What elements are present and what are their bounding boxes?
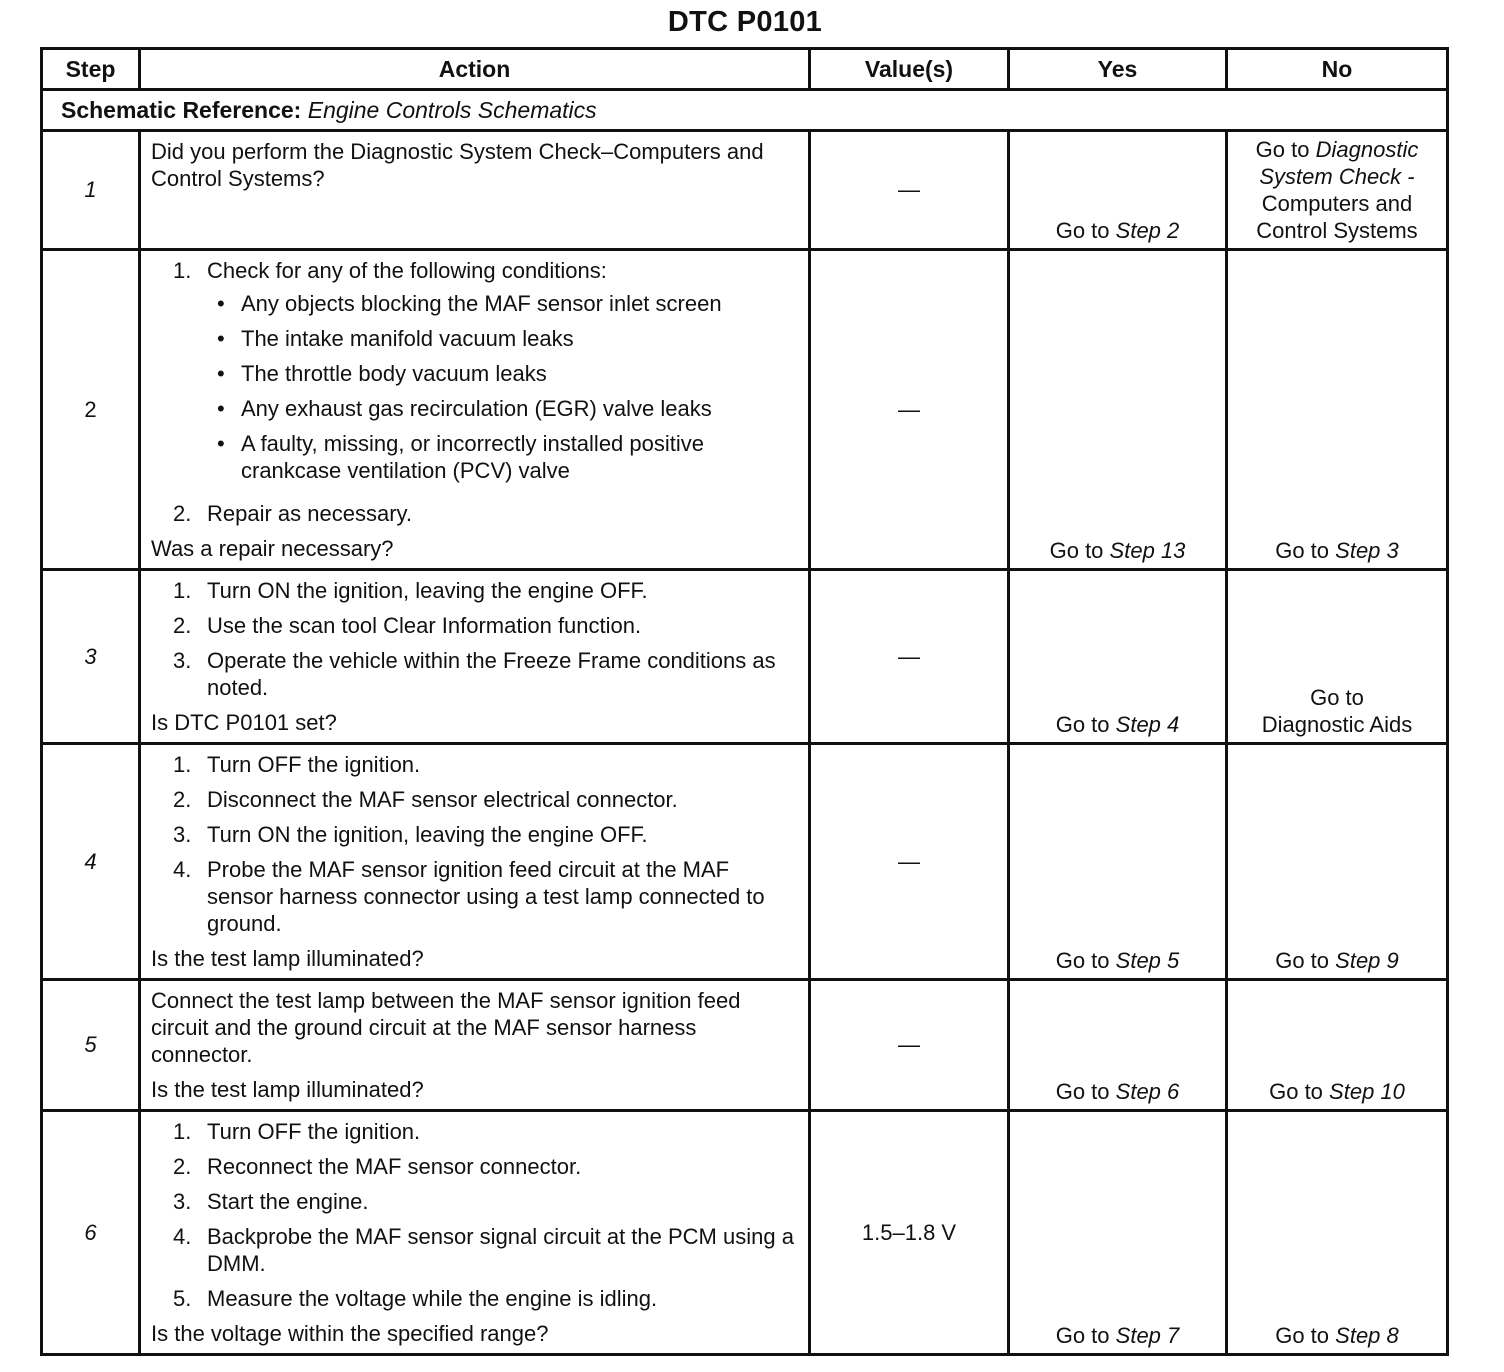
- list-item: 3. Start the engine.: [173, 1189, 369, 1214]
- yes-step-link[interactable]: Step 4: [1115, 712, 1180, 737]
- table-row: [42, 131, 1448, 250]
- list-item: 3. Turn ON the ignition, leaving the engine OFF.: [173, 822, 648, 847]
- no-step-rest: Computers and Control Systems: [1256, 191, 1418, 243]
- value-cell: —: [810, 744, 1009, 980]
- action-steps: [151, 1118, 798, 1312]
- go-to-label: Go to: [1255, 137, 1310, 162]
- step-number: 2: [42, 250, 140, 570]
- value-cell: —: [810, 570, 1009, 744]
- yes-cell: Go to Step 6: [1009, 980, 1227, 1111]
- schematic-label: Schematic Reference:: [61, 96, 302, 123]
- no-step-link[interactable]: Step 10: [1329, 1079, 1405, 1104]
- table-row: [42, 980, 1448, 1111]
- header-values: Value(s): [810, 49, 1009, 90]
- header-step: Step: [42, 49, 140, 90]
- list-item: 1. Turn OFF the ignition.: [173, 752, 421, 777]
- page-title: DTC P0101: [667, 6, 823, 38]
- action-cell: [140, 744, 810, 980]
- question-text: Is the test lamp illuminated?: [151, 1077, 424, 1102]
- yes-cell: Go to Step 5: [1009, 744, 1227, 980]
- no-step-link[interactable]: Diagnostic System Check -: [1259, 137, 1419, 189]
- list-item: 2. Use the scan tool Clear Information function.: [173, 613, 642, 638]
- no-cell: Go to Step 3: [1227, 250, 1448, 570]
- value-cell: —: [810, 980, 1009, 1111]
- yes-cell: [1009, 131, 1227, 250]
- header-yes: Yes: [1009, 49, 1227, 90]
- bullet-item: • The throttle body vacuum leaks: [217, 361, 547, 386]
- action-cell: [140, 250, 810, 570]
- schematic-reference: Engine Controls Schematics: [307, 96, 597, 123]
- no-cell: Go to Step 9: [1227, 744, 1448, 980]
- action-steps: [151, 577, 798, 701]
- bullet-item: • Any objects blocking the MAF sensor inlet screen: [217, 291, 722, 316]
- schematic-row: [42, 90, 1448, 131]
- no-cell: Go to Step 10: [1227, 980, 1448, 1111]
- list-item: 2. Disconnect the MAF sensor electrical connector.: [173, 787, 678, 812]
- action-text: Did you perform the Diagnostic System Check–Computers and Control Systems?: [151, 139, 764, 191]
- step-number: 6: [42, 1111, 140, 1355]
- no-cell: Go to Diagnostic Aids: [1227, 570, 1448, 744]
- table-row: [42, 744, 1448, 980]
- action-text: Connect the test lamp between the MAF sensor ignition feed circuit and the ground circuit at the MAF sensor harness connector.: [151, 988, 741, 1067]
- no-step-link[interactable]: Step 9: [1335, 948, 1399, 973]
- list-item: 5. Measure the voltage while the engine is idling.: [173, 1286, 658, 1311]
- action-cell: [140, 570, 810, 744]
- bullet-item: • Any exhaust gas recirculation (EGR) valve leaks: [217, 396, 712, 421]
- step-number: 5: [42, 980, 140, 1111]
- step-number: 3: [42, 570, 140, 744]
- no-step-link[interactable]: Step 3: [1335, 538, 1399, 563]
- question-text: Was a repair necessary?: [151, 536, 394, 561]
- table-row: [42, 1111, 1448, 1355]
- list-item: 4. Probe the MAF sensor ignition feed circuit at the MAF sensor harness connector using a test lamp connected to ground.: [173, 857, 765, 936]
- action-cell: [140, 1111, 810, 1355]
- yes-step-link[interactable]: Step 6: [1115, 1079, 1180, 1104]
- list-item: 2. Reconnect the MAF sensor connector.: [173, 1154, 582, 1179]
- list-item: 1. Check for any of the following conditions: • Any objects blocking the MAF sensor inlet screen • The intake manifold vacuum leaks • The throttle body vacuum leaks • Any exhaust gas recirculation (EGR) valve leaks • A faulty, missing, or incorrectly installed positive crankcase ventilation (PCV) valve: [173, 257, 798, 492]
- yes-cell: Go to Step 7: [1009, 1111, 1227, 1355]
- yes-cell: Go to Step 4: [1009, 570, 1227, 744]
- table-row: [42, 250, 1448, 570]
- yes-step-link[interactable]: Step 7: [1115, 1323, 1180, 1348]
- action-cell: [140, 131, 810, 250]
- yes-step-link[interactable]: Step 13: [1109, 538, 1186, 563]
- step-number: 4: [42, 744, 140, 980]
- table-row: [42, 570, 1448, 744]
- action-steps: [151, 751, 798, 937]
- value-cell: —: [810, 131, 1009, 250]
- action-steps: [151, 257, 798, 527]
- go-to-label: Go to: [1055, 218, 1110, 243]
- yes-step-link[interactable]: Step 5: [1115, 948, 1180, 973]
- question-text: Is DTC P0101 set?: [151, 710, 337, 735]
- header-no: No: [1227, 49, 1448, 90]
- header-row: [42, 49, 1448, 90]
- question-text: Is the test lamp illuminated?: [151, 946, 424, 971]
- list-item-text: Check for any of the following conditions:: [207, 258, 607, 283]
- question-text: Is the voltage within the specified range?: [151, 1321, 549, 1346]
- diagnostic-table: [40, 47, 1449, 1356]
- bullet-item: • The intake manifold vacuum leaks: [217, 326, 574, 351]
- yes-step-link[interactable]: Step 2: [1115, 218, 1180, 243]
- no-step-link[interactable]: Diagnostic Aids: [1261, 712, 1413, 737]
- bullet-item: • A faulty, missing, or incorrectly installed positive crankcase ventilation (PCV) valve: [217, 431, 704, 483]
- list-item: 3. Operate the vehicle within the Freeze Frame conditions as noted.: [173, 648, 776, 700]
- list-item: 1. Turn OFF the ignition.: [173, 1119, 421, 1144]
- condition-bullets: [207, 290, 798, 484]
- step-number: 1: [42, 131, 140, 250]
- list-item: 2. Repair as necessary.: [173, 501, 413, 526]
- list-item: 4. Backprobe the MAF sensor signal circuit at the PCM using a DMM.: [173, 1224, 794, 1276]
- action-cell: [140, 980, 810, 1111]
- no-step-link[interactable]: Step 8: [1335, 1323, 1399, 1348]
- no-cell: [1227, 131, 1448, 250]
- header-action: Action: [140, 49, 810, 90]
- value-cell: —: [810, 250, 1009, 570]
- yes-cell: Go to Step 13: [1009, 250, 1227, 570]
- no-cell: Go to Step 8: [1227, 1111, 1448, 1355]
- list-item: 1. Turn ON the ignition, leaving the engine OFF.: [173, 578, 648, 603]
- value-cell: 1.5–1.8 V: [810, 1111, 1009, 1355]
